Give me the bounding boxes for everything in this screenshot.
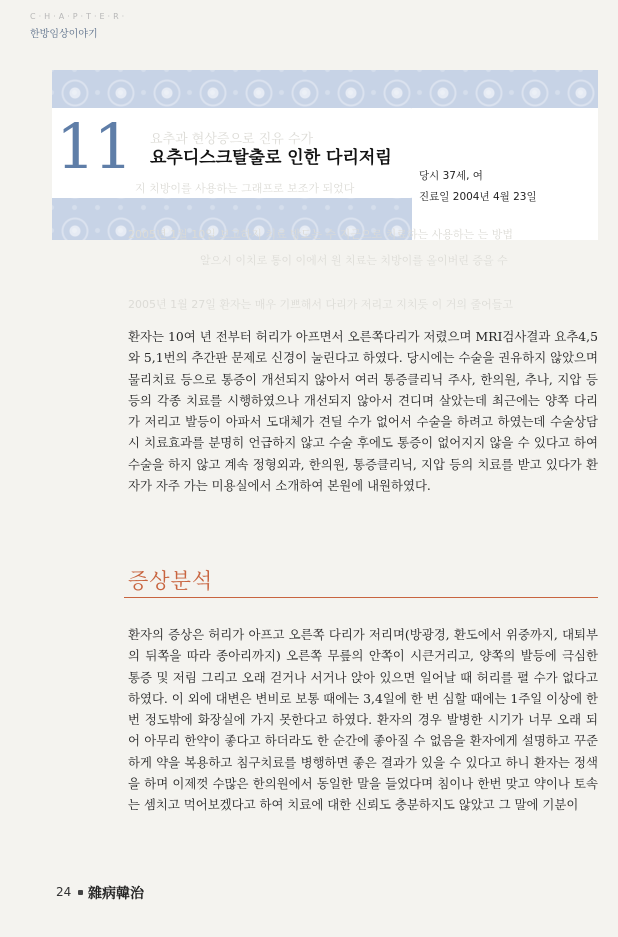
journal-title: 雜病韓治	[88, 886, 144, 902]
page-number: 24	[56, 885, 72, 899]
running-header	[30, 12, 127, 40]
case-number: 11	[56, 110, 131, 183]
chapter-letters: C·H·A·P·T·E·R·	[30, 12, 128, 21]
footer-bullet	[78, 890, 83, 895]
visit-date: 진료일 2004년 4월 23일	[419, 191, 537, 203]
bleed-through-line: 2005년 1월 10일 보고하지 치료 방도는 수 지근으로 치료하는 사용하는 는 방법	[128, 228, 513, 241]
bleed-through-line: 요추과 현상증으로 진유 수가	[150, 132, 314, 147]
bleed-through-line: 2005년 1월 27일 환자는 매우 기쁘해서 다리가 저리고 지치듯 이 거의 줄어들고	[128, 298, 513, 311]
case-title: 요추디스크탈출로 인한 다리저림	[150, 148, 392, 168]
section-heading: 증상분석	[128, 569, 214, 593]
symptom-analysis-paragraph: 환자의 증상은 허리가 아프고 오른쪽 다리가 저리며(방광경, 환도에서 위중까지, 대퇴부의 뒤쪽을 따라 종아리까지) 오른쪽 무릎의 안쪽이 시큰거리고, 양쪽의 발등에 극심한 통증 및 저림 그리고 오래 걷거나 서거나 앉아 있으면 일어날 때 허리를 펼 수가 없다고 하였다. 이 외에 대변은 변비로 보통 때에는 3,4일에 한 번 심할 때에는 1주일 이상에 한 번 정도밖에 화장실에 가지 못한다고 하였다. 환자의 경우 발병한 시기가 너무 오래 되어 아무리 한약이 좋다고 하더라도 한 순간에 좋아질 수 없음을 환자에게 설명하고 꾸준하게 약을 복용하고 침구치료를 병행하면 좋은 결과가 있을 수 있다고 하니 환자는 정색을 하며 이제껏 수많은 한의원에서 동일한 말을 들었다며 침이나 한번 맞고 약이나 토속는 셈치고 먹어보겠다고 하여 치료에 대한 신뢰도 충분하지도 않았고 그 말에 기분이	[128, 627, 598, 813]
patient-info: 당시 37세, 여	[419, 170, 483, 182]
series-title: 한방임상이야기	[30, 29, 98, 40]
bleed-through-line: 알으시 이치로 통이 이에서 원 치료는 치방이를 올이버린 증을 수	[200, 254, 508, 267]
intro-paragraph: 환자는 10여 년 전부터 허리가 아프면서 오른쪽다리가 저렸으며 MRI검사결과 요추4,5와 5,1번의 추간판 문제로 신경이 눌린다고 하였다. 당시에는 수술을 권유하지 않았으며 물리치료 등으로 통증이 개선되지 않아서 여러 통증클리닉 주사, 한의원, 추나, 지압 등등의 각종 치료를 시행하였으나 개선되지 않아서 견디며 살았는데 최근에는 양쪽 다리가 저리고 발등이 아파서 도대체가 견딜 수가 없어서 수술을 하려고 하였는데 수술상담 시 치료효과를 분명히 언급하지 않고 수술 후에도 통증이 없어지지 않을 수 있다고 하여 수술을 하지 않고 계속 정형외과, 한의원, 통증클리닉, 지압 등의 치료를 받고 있다가 환자가 자주 가는 미용실에서 소개하여 본원에 내원하였다.	[128, 329, 598, 494]
bleed-through-line: 지 치방이를 사용하는 그래프로 보조가 되었다	[135, 182, 355, 195]
section-divider	[124, 597, 598, 598]
